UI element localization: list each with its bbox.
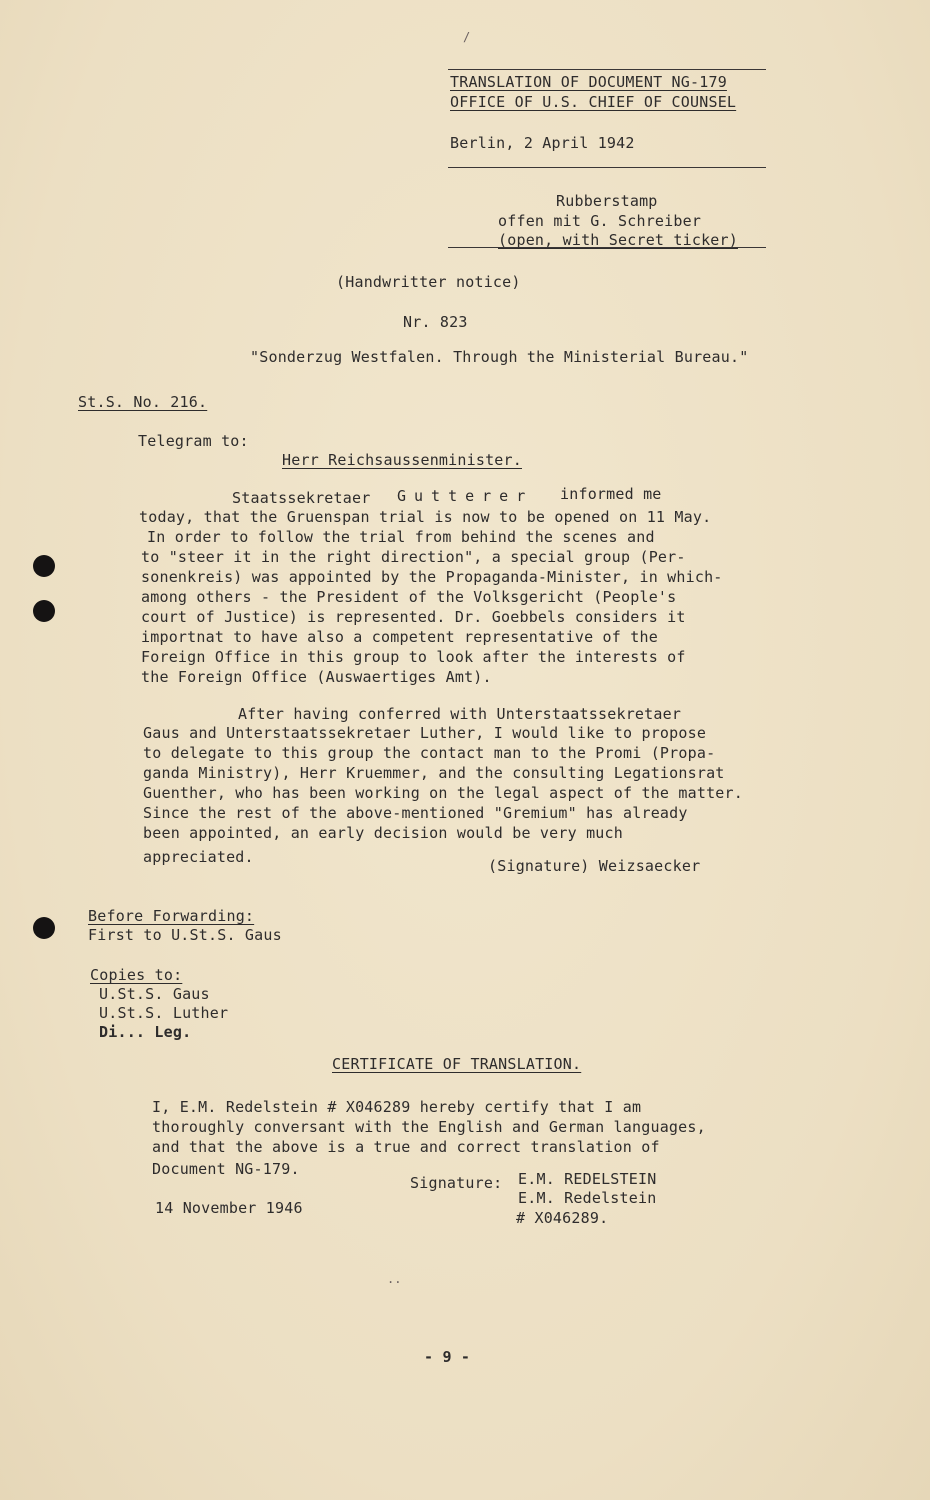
binder-hole — [33, 600, 55, 622]
paragraph1-line: Staatssekretaer — [232, 489, 371, 507]
paragraph1-line: importnat to have also a competent representative of the — [141, 628, 658, 646]
binder-hole — [33, 917, 55, 939]
header-bottom-rule — [448, 167, 766, 168]
paragraph2-line: Since the rest of the above-mentioned "Gremium" has already — [143, 804, 688, 822]
certificate-translator-name: E.M. Redelstein — [518, 1189, 657, 1207]
certificate-signature-label: Signature: — [410, 1174, 503, 1192]
forwarding-label: Before Forwarding: — [88, 907, 255, 925]
paragraph1-line: among others - the President of the Volksgericht (People's — [141, 588, 677, 606]
paragraph2-line: Guenther, who has been working on the legal aspect of the matter. — [143, 784, 743, 802]
paragraph2-line: been appointed, an early decision would be very much — [143, 824, 623, 842]
place-date: Berlin, 2 April 1942 — [450, 134, 635, 152]
certificate-line: thoroughly conversant with the English and German languages, — [152, 1118, 706, 1136]
certificate-date: 14 November 1946 — [155, 1199, 303, 1217]
copies-item: U.St.S. Luther — [99, 1004, 229, 1022]
header-title: TRANSLATION OF DOCUMENT NG-179 — [450, 73, 727, 91]
notice-number: Nr. 823 — [403, 313, 468, 331]
paragraph1-line: informed me — [560, 485, 662, 503]
copies-label: Copies to: — [90, 966, 183, 984]
stamp-rule — [448, 247, 766, 248]
ink-mark: .. — [387, 1272, 402, 1286]
stamp-german: offen mit G. Schreiber — [498, 212, 702, 230]
paragraph1-line: to "steer it in the right direction", a special group (Per- — [141, 548, 686, 566]
page-number: - 9 - — [424, 1348, 471, 1366]
copies-item: U.St.S. Gaus — [99, 985, 210, 1003]
paragraph1-line: court of Justice) is represented. Dr. Goebbels considers it — [141, 608, 686, 626]
paragraph2-line: appreciated. — [143, 848, 254, 866]
paragraph1-line: In order to follow the trial from behind the scenes and — [147, 528, 655, 546]
paragraph1-line: today, that the Gruenspan trial is now to be opened on 11 May. — [139, 508, 712, 526]
paragraph2-line: After having conferred with Unterstaatssekretaer — [238, 705, 682, 723]
certificate-line: Document NG-179. — [152, 1160, 300, 1178]
notice-quote: "Sonderzug Westfalen. Through the Ministerial Bureau." — [250, 348, 749, 366]
paragraph2-line: to delegate to this group the contact man to the Promi (Propa- — [143, 744, 716, 762]
telegram-recipient: Herr Reichsaussenminister. — [282, 451, 522, 469]
header-top-rule — [448, 69, 766, 70]
header-office: OFFICE OF U.S. CHIEF OF COUNSEL — [450, 93, 737, 111]
signature: (Signature) Weizsaecker — [488, 857, 701, 875]
certificate-title: CERTIFICATE OF TRANSLATION. — [332, 1055, 582, 1073]
copies-item: Di... Leg. — [99, 1023, 192, 1041]
stamp-translation: (open, with Secret ticker) — [498, 231, 738, 249]
paragraph1-line: the Foreign Office (Auswaertiges Amt). — [141, 668, 492, 686]
paragraph1-line: sonenkreis) was appointed by the Propaganda-Minister, in which- — [141, 568, 723, 586]
paragraph1-name-spaced: Gutterer — [397, 487, 534, 505]
binder-hole — [33, 555, 55, 577]
paragraph2-line: Gaus and Unterstaatssekretaer Luther, I would like to propose — [143, 724, 707, 742]
paragraph2-line: ganda Ministry), Herr Kruemmer, and the consulting Legationsrat — [143, 764, 725, 782]
reference-number: St.S. No. 216. — [78, 393, 208, 411]
certificate-line: I, E.M. Redelstein # X046289 hereby certify that I am — [152, 1098, 642, 1116]
telegram-label: Telegram to: — [138, 432, 249, 450]
forwarding-text: First to U.St.S. Gaus — [88, 926, 282, 944]
paragraph1-line: Foreign Office in this group to look after the interests of — [141, 648, 686, 666]
certificate-signature-name: E.M. REDELSTEIN — [518, 1170, 657, 1188]
certificate-line: and that the above is a true and correct translation of — [152, 1138, 660, 1156]
stamp-label: Rubberstamp — [556, 192, 658, 210]
handwritten-notice-label: (Handwritter notice) — [336, 273, 521, 291]
pencil-mark: / — [463, 30, 471, 44]
certificate-translator-id: # X046289. — [516, 1209, 609, 1227]
